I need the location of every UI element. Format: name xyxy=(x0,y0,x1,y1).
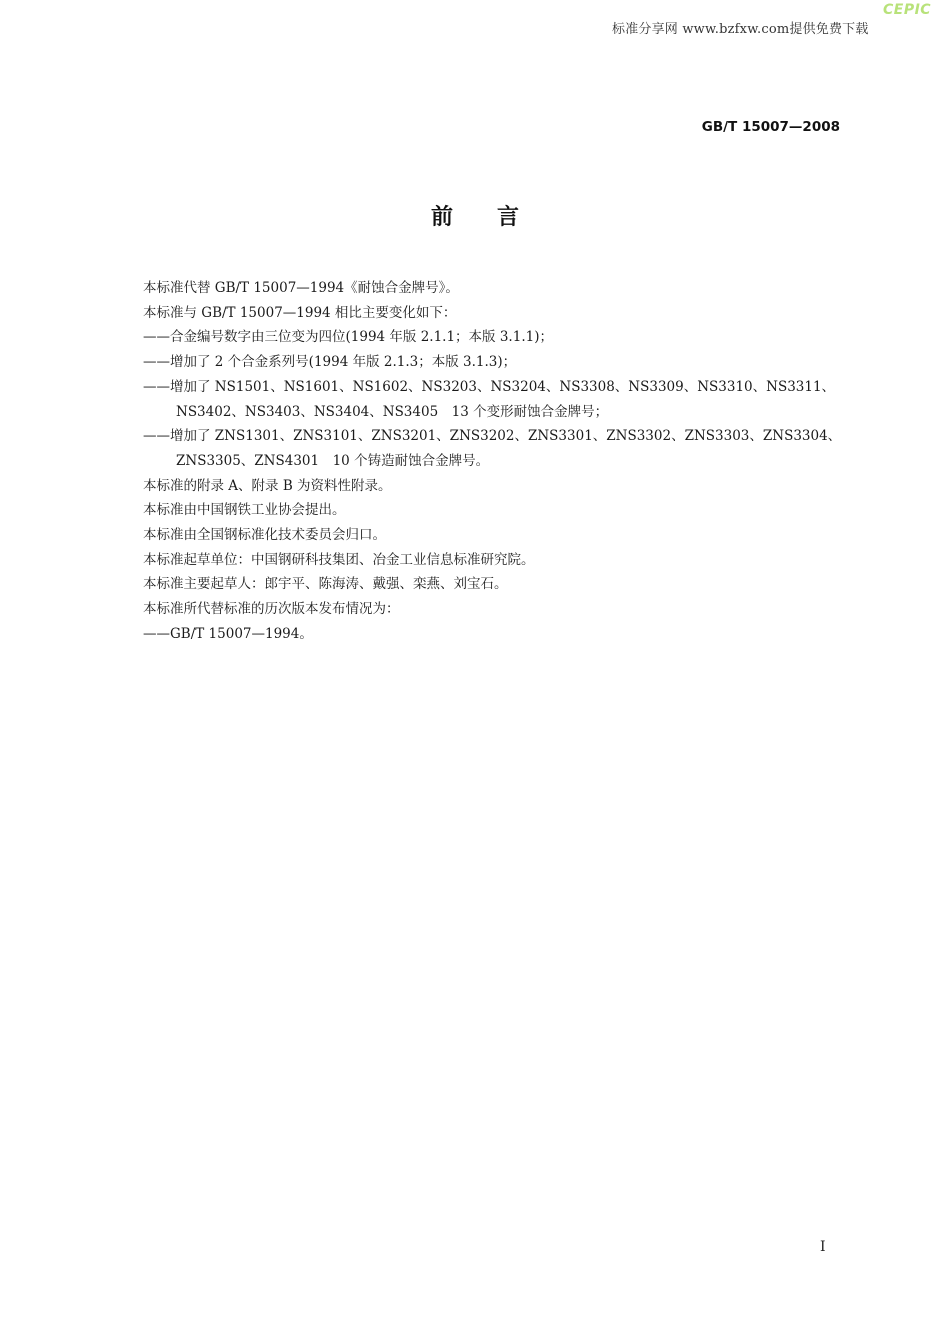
paragraph-line: 本标准由全国钢标准化技术委员会归口。 xyxy=(143,527,386,544)
paragraph-line: 本标准的附录 A、附录 B 为资料性附录。 xyxy=(143,477,392,494)
page-title: 前言 xyxy=(430,205,563,230)
list-item-continuation: NS3402、NS3403、NS3404、NS3405 13 个变形耐蚀合金牌号； xyxy=(176,403,609,420)
paragraph-line: 本标准所代替标准的历次版本发布情况为： xyxy=(143,601,400,618)
paragraph-line: 本标准由中国钢铁工业协会提出。 xyxy=(143,502,346,519)
list-item: ——增加了 2 个合金系列号(1994 年版 2.1.3；本版 3.1.3)； xyxy=(143,354,517,371)
list-item-continuation: ZNS3305、ZNS4301 10 个铸造耐蚀合金牌号。 xyxy=(176,452,490,469)
list-item: ——增加了 NS1501、NS1601、NS1602、NS3203、NS3204、NS3308、NS3309、NS3310、NS3311、 xyxy=(143,378,836,395)
list-item: ——合金编号数字由三位变为四位(1994 年版 2.1.1；本版 3.1.1)； xyxy=(143,329,553,346)
paragraph-line: 本标准代替 GB/T 15007—1994《耐蚀合金牌号》。 xyxy=(143,280,459,296)
page-number: I xyxy=(820,1239,826,1255)
paragraph-line: 本标准主要起草人：郎宇平、陈海涛、戴强、栾燕、刘宝石。 xyxy=(143,576,508,593)
standard-code: GB/T 15007—2008 xyxy=(701,119,840,135)
body-text xyxy=(143,276,843,647)
list-item: ——GB/T 15007—1994。 xyxy=(143,625,313,642)
list-item: ——增加了 ZNS1301、ZNS3101、ZNS3201、ZNS3202、ZNS3301、ZNS3302、ZNS3303、ZNS3304、 xyxy=(143,428,842,445)
paragraph-line: 本标准与 GB/T 15007—1994 相比主要变化如下： xyxy=(143,304,457,321)
cepic-logo: CEPIC xyxy=(883,2,932,18)
watermark-text: 标准分享网 www.bzfxw.com提供免费下载 xyxy=(612,22,869,37)
paragraph-line: 本标准起草单位：中国钢研科技集团、冶金工业信息标准研究院。 xyxy=(143,551,535,568)
